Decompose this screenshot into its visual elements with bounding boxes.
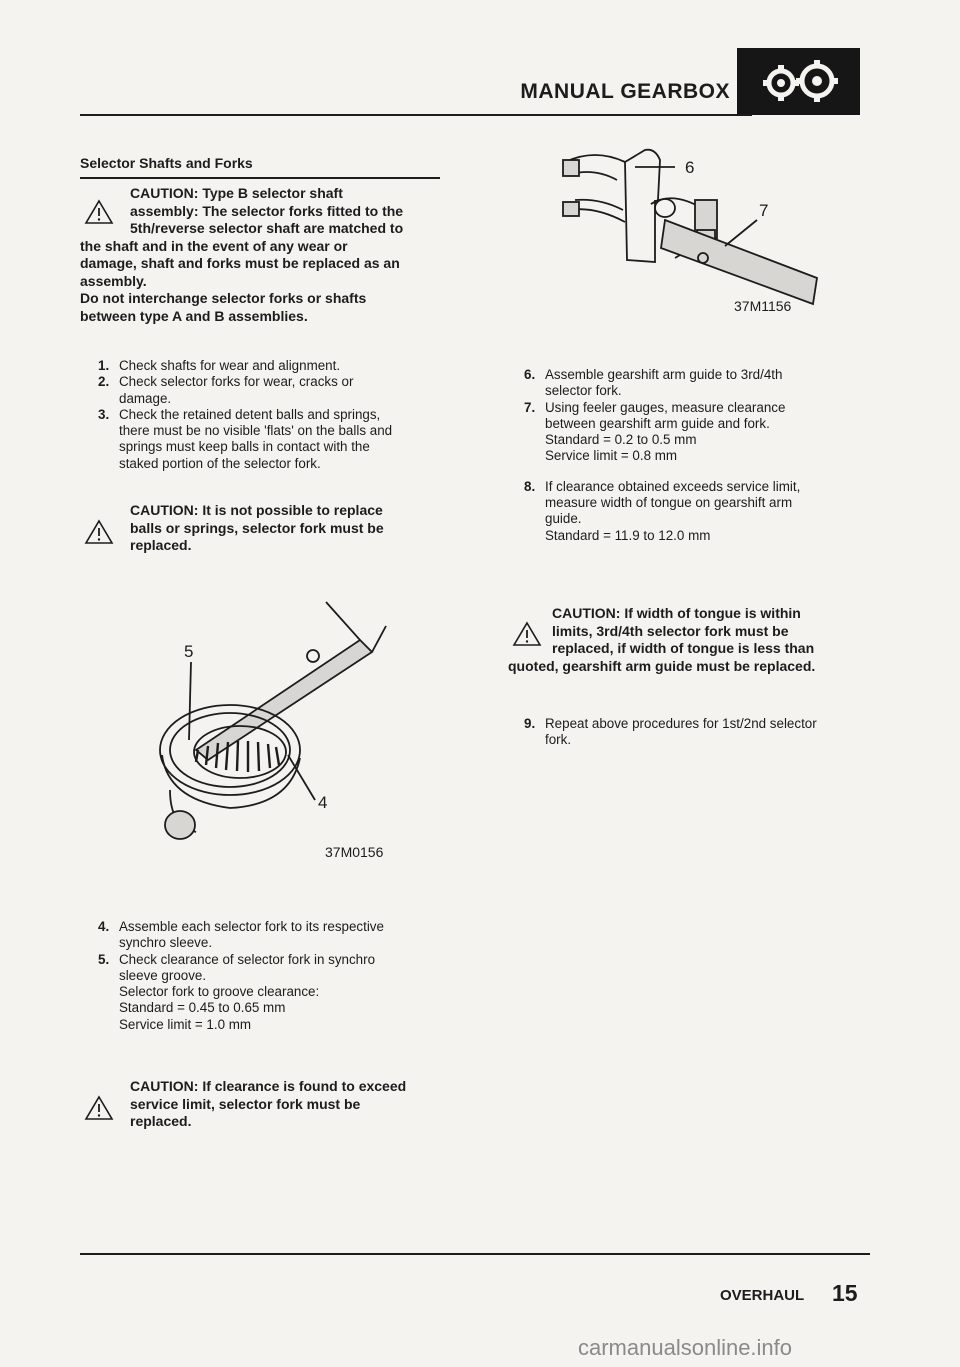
step-item — [524, 716, 869, 749]
synchro-sleeve-illustration — [150, 590, 390, 845]
step-text: fork. — [545, 732, 572, 748]
step-text: Assemble gearshift arm guide to 3rd/4th — [545, 367, 783, 382]
caution-line: CAUTION: If clearance is found to exceed — [130, 1078, 407, 1094]
step-number: 3. — [98, 406, 110, 422]
step-text: between gearshift arm guide and fork. — [545, 415, 770, 431]
step-item — [98, 952, 443, 1033]
step-text: Using feeler gauges, measure clearance — [545, 399, 786, 415]
figure-caption: 37M1156 — [734, 298, 792, 314]
step-number: 4. — [98, 919, 110, 934]
figure-callout: 5 — [184, 642, 194, 661]
step-text: Check clearance of selector fork in synchro — [119, 951, 376, 967]
caution-line: CAUTION: It is not possible to replace — [130, 502, 383, 518]
gearbox-section-icon — [737, 48, 860, 115]
step-item — [524, 400, 869, 465]
steps-list-1 — [98, 358, 438, 472]
caution-block-3 — [80, 1078, 450, 1131]
step-item — [524, 367, 869, 400]
steps-list-4 — [524, 716, 869, 749]
step-text: Service limit = 1.0 mm — [119, 1016, 252, 1032]
figure-callout: 4 — [318, 793, 328, 812]
step-text: damage. — [119, 390, 172, 406]
step-text: guide. — [545, 511, 582, 527]
step-item — [524, 479, 869, 544]
caution-line: assembly: The selector forks fitted to the — [130, 202, 404, 219]
step-text: Standard = 11.9 to 12.0 mm — [545, 527, 711, 543]
caution-line: balls or springs, selector fork must be — [130, 519, 384, 536]
step-item — [98, 358, 438, 374]
warning-triangle-icon — [84, 1095, 114, 1121]
page-number: 15 — [832, 1280, 858, 1306]
warning-triangle-icon — [512, 621, 542, 647]
footer-section-label: OVERHAUL — [720, 1287, 805, 1304]
step-number: 9. — [524, 716, 536, 731]
step-text: Selector fork to groove clearance: — [119, 984, 320, 1000]
figure-caption: 37M0156 — [325, 844, 384, 860]
caution-line: the shaft and in the event of any wear or — [80, 237, 348, 254]
step-number: 1. — [98, 358, 110, 373]
section-title: Selector Shafts and Forks — [80, 155, 253, 171]
step-text: Check the retained detent balls and springs, — [119, 406, 381, 422]
step-number: 5. — [98, 951, 110, 967]
step-text: Standard = 0.45 to 0.65 mm — [119, 1000, 286, 1016]
caution-block-1 — [80, 185, 452, 325]
section-rule — [80, 177, 440, 179]
caution-line: CAUTION: Type B selector shaft — [130, 185, 343, 201]
caution-line: replaced. — [130, 537, 192, 553]
steps-list-2 — [98, 919, 443, 1033]
step-text: Service limit = 0.8 mm — [545, 448, 678, 464]
step-text: there must be no visible 'flats' on the balls and — [119, 423, 393, 439]
step-text: Check shafts for wear and alignment. — [119, 358, 341, 373]
caution-line: service limit, selector fork must be — [130, 1095, 361, 1112]
warning-triangle-icon — [84, 199, 114, 225]
step-text: Assemble each selector fork to its respective — [119, 919, 384, 934]
step-text: Standard = 0.2 to 0.5 mm — [545, 432, 697, 448]
step-item — [98, 374, 438, 407]
caution-line: quoted, gearshift arm guide must be replaced. — [508, 657, 816, 674]
step-item — [98, 407, 438, 472]
caution-line: damage, shaft and forks must be replaced as an — [80, 255, 400, 271]
step-text: sleeve groove. — [119, 967, 207, 983]
step-number: 2. — [98, 374, 110, 390]
caution-line: assembly. — [80, 272, 147, 289]
steps-list-3 — [524, 367, 869, 544]
page-header-title: MANUAL GEARBOX — [520, 80, 730, 103]
caution-line: limits, 3rd/4th selector fork must be — [552, 622, 789, 639]
caution-line: replaced, if width of tongue is less than — [552, 640, 815, 656]
caution-block-2 — [80, 502, 440, 555]
step-text: selector fork. — [545, 383, 622, 399]
caution-line: replaced. — [130, 1113, 192, 1129]
step-item — [98, 919, 443, 952]
step-number: 8. — [524, 478, 536, 494]
caution-line: 5th/reverse selector shaft are matched to — [130, 220, 404, 236]
figure-callout: 6 — [685, 158, 695, 177]
footer-rule — [80, 1253, 870, 1255]
selector-fork-illustration — [555, 140, 825, 310]
step-text: Repeat above procedures for 1st/2nd selector — [545, 716, 817, 731]
step-text: staked portion of the selector fork. — [119, 455, 321, 471]
step-text: springs must keep balls in contact with the — [119, 439, 370, 455]
figure-callout: 7 — [759, 201, 769, 220]
step-text: measure width of tongue on gearshift arm — [545, 495, 793, 511]
step-text: synchro sleeve. — [119, 935, 213, 951]
caution-line: Do not interchange selector forks or shafts — [80, 290, 367, 306]
step-number: 6. — [524, 367, 536, 382]
step-text: Check selector forks for wear, cracks or — [119, 374, 354, 390]
caution-line: between type A and B assemblies. — [80, 307, 308, 324]
caution-line: CAUTION: If width of tongue is within — [552, 605, 801, 621]
step-number: 7. — [524, 399, 536, 415]
caution-block-4 — [508, 605, 878, 675]
watermark-text: carmanualsonline.info — [578, 1335, 793, 1360]
header-rule — [80, 114, 752, 116]
warning-triangle-icon — [84, 519, 114, 545]
step-text: If clearance obtained exceeds service limit, — [545, 478, 801, 494]
